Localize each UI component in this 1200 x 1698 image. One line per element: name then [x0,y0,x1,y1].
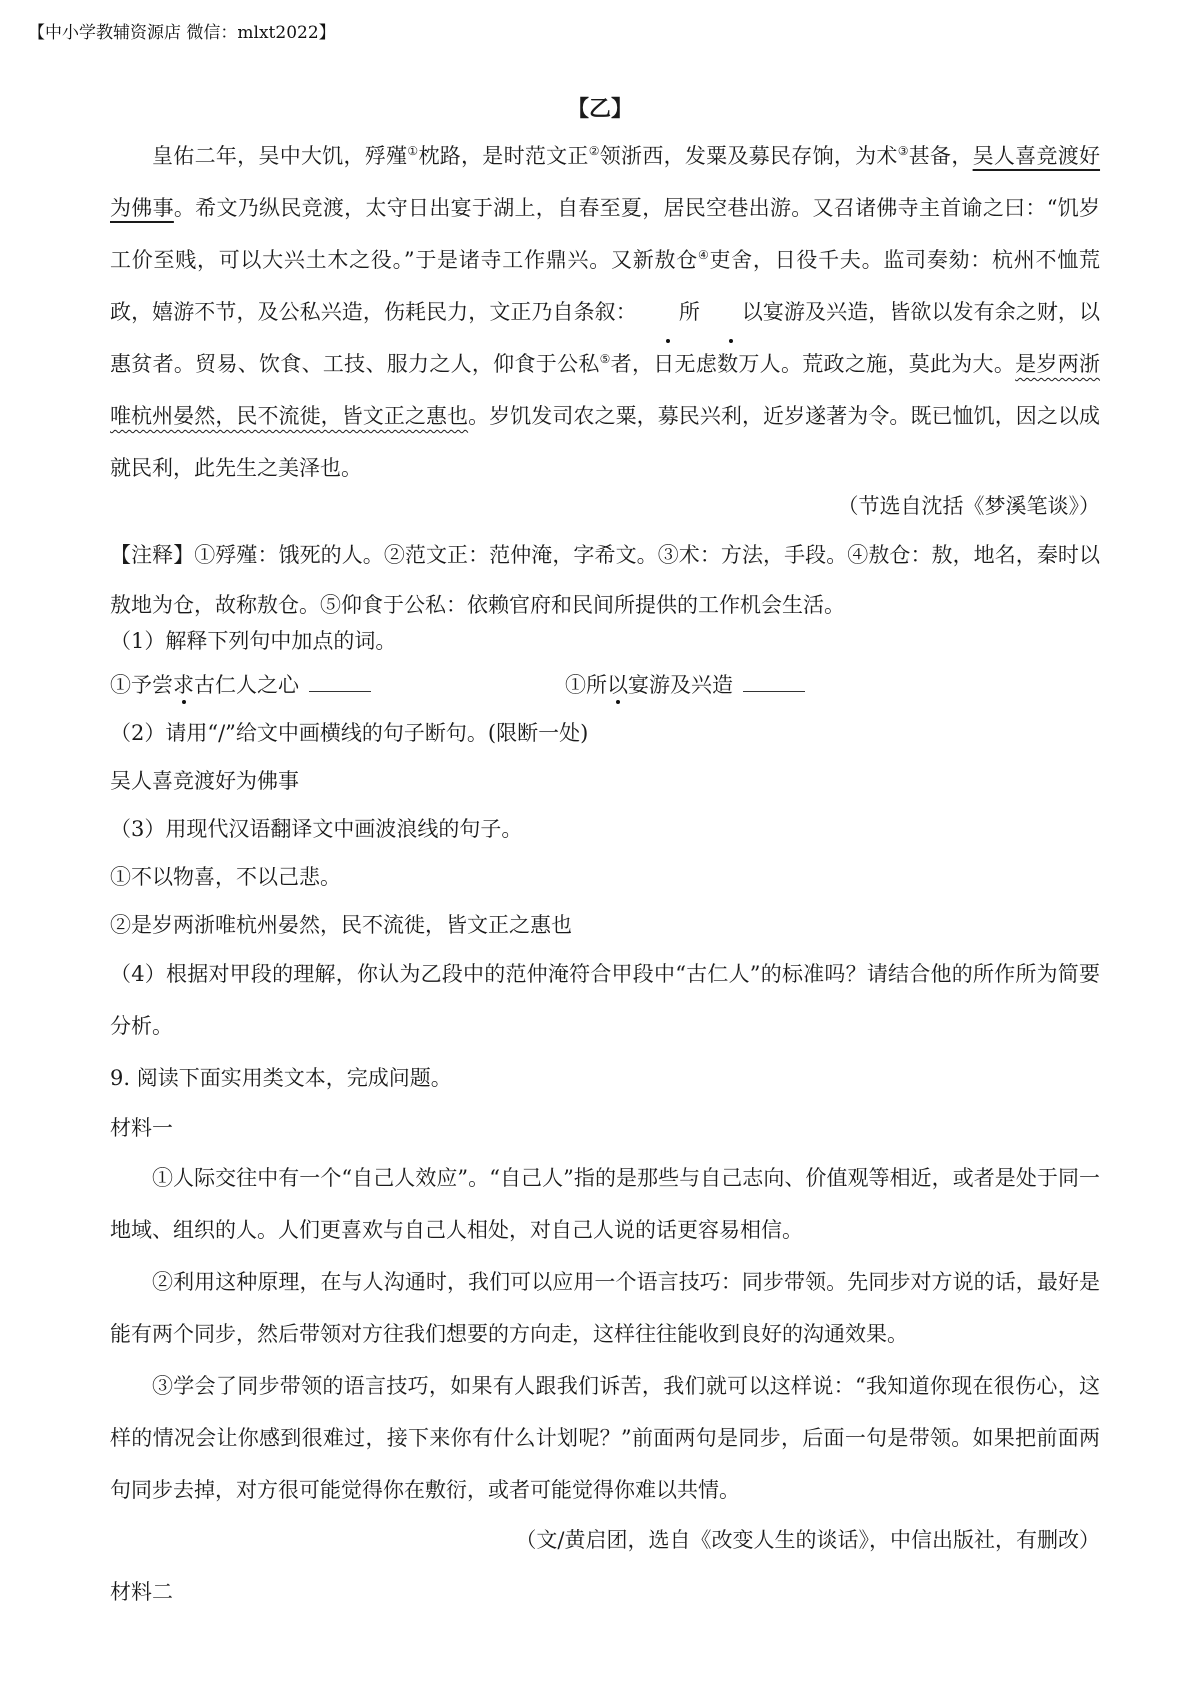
answer-blank[interactable] [743,673,805,692]
passage-yi [110,130,1100,494]
passage-text: 吏舍，日役千夫。监司奏劾：杭州不恤荒政，嬉游不节，及公私兴造，伤耗民力，文正乃自条叙： [110,248,1101,324]
passage-text: 领浙西，发粟及募民存饷，为术 [599,144,898,168]
q1a-text: 古仁人之心 [194,673,299,697]
footnote-mark: ③ [897,144,909,158]
material-1-para-3: ③学会了同步带领的语言技巧，如果有人跟我们诉苦，我们就可以这样说：“我知道你现在很伤心，这样的情况会让你感到很难过，接下来你有什么计划呢？”前面两句是同步，后面一句是带领。如果把前面两句同步去掉，对方很可能觉得你在敷衍，或者可能觉得你难以共情。 [110,1374,1100,1502]
passage-notes: 【注释】①殍殣：饿死的人。②范文正：范仲淹，字希文。③术：方法，手段。④敖仓：敖，地名，秦时以敖地为仓，故称敖仓。⑤仰食于公私：依赖官府和民间所提供的工作机会生活。 [110,543,1100,617]
passage-text: 者，日无虑数万人。荒政之施，莫此为大。 [610,352,1016,376]
section-heading-yi: 【乙】 [566,96,633,122]
dotted-word: 以 [700,286,763,338]
question-1: （1）解释下列句中加点的词。 [110,629,397,653]
question-2-sentence: 吴人喜竞渡好为佛事 [110,769,299,793]
dotted-word: 所 [637,286,700,338]
footnote-mark: ④ [697,248,710,262]
question-3: （3）用现代汉语翻译文中画波浪线的句子。 [110,817,523,841]
material-1-source: （文/黄启团，选自《改变人生的谈话》，中信出版社，有删改） [515,1528,1100,1552]
question-9-title: 9. 阅读下面实用类文本，完成问题。 [110,1066,452,1090]
material-2-label: 材料二 [110,1580,173,1604]
passage-text: 宴游及兴造，皆欲以发有余之财，以惠贫者。贸易、饮食、工技、服力之人，仰食于公私 [110,300,1100,376]
answer-blank[interactable] [309,673,371,692]
question-3a: ①不以物喜，不以己悲。 [110,865,341,889]
footnote-mark: ② [588,144,600,158]
passage-text: 。希文乃纵民竞渡，太守日出宴于湖上，自春至夏，居民空巷出游。又召诸佛寺主首谕之曰：“饥岁工价至贱，可以大兴土木之役。”于是诸寺工作鼎兴。又新敖仓 [110,196,1101,272]
passage-text: 。岁饥发司农之粟，募民兴利，近岁遂著为令。既已恤饥，因之以成就民利，此先生之美泽也。 [110,404,1100,480]
passage-source: （节选自沈括《梦溪笔谈》） [837,494,1100,518]
wavy-sentence: 是岁两浙唯杭州晏然，民不流徙，皆文正之惠也 [110,352,1101,428]
question-4: （4）根据对甲段的理解，你认为乙段中的范仲淹符合甲段中“古仁人”的标准吗？请结合他的所作所为简要分析。 [110,962,1100,1038]
question-3b: ②是岁两浙唯杭州晏然，民不流徙，皆文正之惠也 [110,913,572,937]
material-1-label: 材料一 [110,1116,173,1140]
material-1-para-1: ①人际交往中有一个“自己人效应”。“自己人”指的是那些与自己志向、价值观等相近，或者是处于同一地域、组织的人。人们更喜欢与自己人相处，对自己人说的话更容易相信。 [110,1166,1100,1242]
passage-text: 枕路，是时范文正 [418,144,589,168]
footnote-mark: ⑤ [599,352,611,366]
q1b [565,669,805,699]
question-2: （2）请用“/”给文中画横线的句子断句。(限断一处) [110,721,589,745]
q1b-text: 宴游及兴造 [628,673,733,697]
dotted-word: 求 [173,669,194,699]
footnote-mark: ① [407,144,419,158]
underlined-sentence: 吴人喜竞渡好为佛事 [110,144,1101,220]
dotted-word: 以 [607,669,628,699]
q1a-text: ①予尝 [110,673,173,697]
passage-text: 甚备， [908,144,973,168]
watermark: 【中小学教辅资源店 微信：mlxt2022】 [28,23,336,43]
q1b-text: ①所 [565,673,607,697]
question-1-items [110,669,1100,699]
material-1-para-2: ②利用这种原理，在与人沟通时，我们可以应用一个语言技巧：同步带领。先同步对方说的话，最好是能有两个同步，然后带领对方往我们想要的方向走，这样往往能收到良好的沟通效果。 [110,1270,1100,1346]
passage-text: 皇佑二年，吴中大饥，殍殣 [152,144,408,168]
